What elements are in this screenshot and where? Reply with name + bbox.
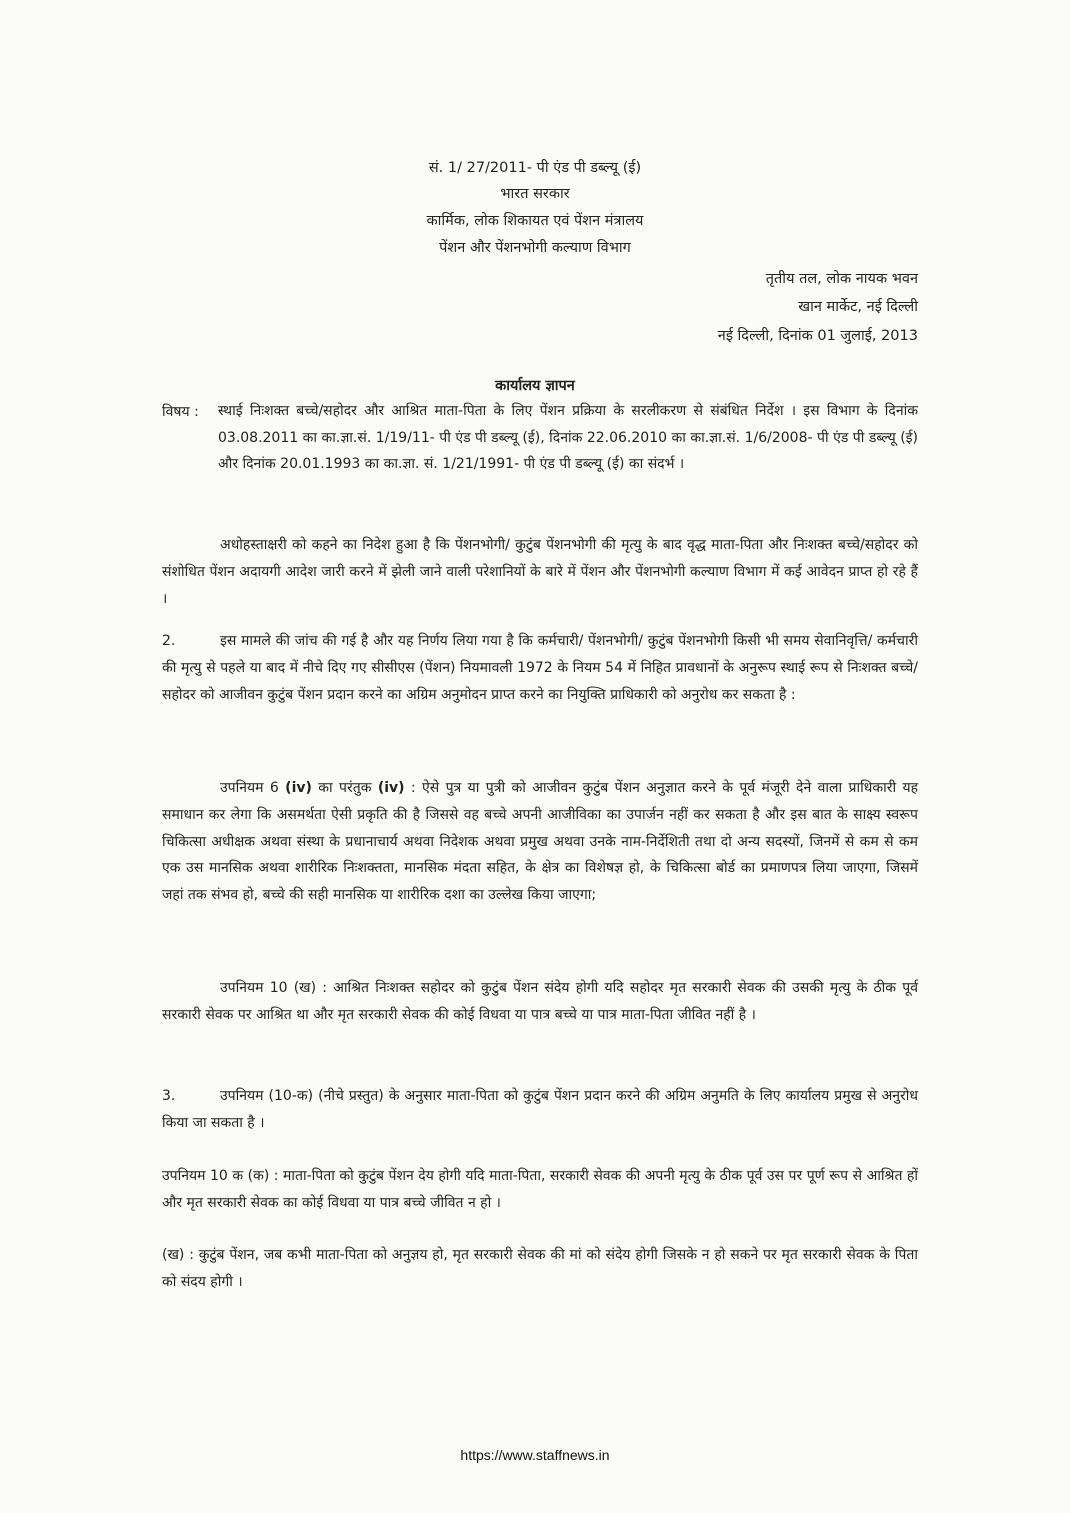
subject-text: स्थाई निःशक्त बच्चे/सहोदर और आश्रित माता-पिता के लिए पेंशन प्रक्रिया के सरलीकरण से संबंधित निर्देश । इस विभाग के दिनांक 03.08.2011 का का.ज्ञा.सं. 1/19/11- पी एंड पी डब्ल्यू (ई), दिनांक 22.06.2010 का का.ज्ञा.सं. 1/6/2008- पी एंड पी डब्ल्यू (ई) और दिनांक 20.01.1993 का का.ज्ञा. सं. 1/21/1991- पी एंड पी डब्ल्यू (ई) का संदर्भ । (218, 403, 918, 472)
paragraph-3-number: 3. (162, 1088, 176, 1104)
paragraph-2-number: 2. (162, 633, 176, 649)
govt-name: भारत सरकार (500, 186, 570, 202)
paragraph-3 (162, 1083, 918, 1137)
rule-6-lead: उपनियम 6 (220, 780, 286, 796)
paragraph-1: अधोहस्ताक्षरी को कहने का निदेश हुआ है कि पेंशनभोगी/ कुटुंब पेंशनभोगी की मृत्यु के बाद वृद्ध माता-पिता और निःशक्त बच्चे/सहोदर को संशोधित पेंशन अदायगी आदेश जारी करने में झेली जाने वाली परेशानियों के बारे में पेंशन और पेंशनभोगी कल्याण विभाग में कई आवेदन प्राप्त हो रहे हैं । (162, 537, 918, 607)
rule-10a-kha: (ख) : कुटुंब पेंशन, जब कभी माता-पिता को अनुज्ञय हो, मृत सरकारी सेवक की मां को संदेय होगी जिसके न हो सकने पर मृत सरकारी सेवक के पिता को संदय होगी । (162, 1247, 918, 1290)
reference-number: सं. 1/ 27/2011- पी एंड पी डब्ल्यू (ई) (428, 160, 642, 176)
rule-10a-ka: उपनियम 10 क (क) : माता-पिता को कुटुंब पेंशन देय होगी यदि माता-पिता, सरकारी सेवक की अपनी मृत्यु के ठीक पूर्व उस पर पूर्ण रूप से आश्रित हों और मृत सरकारी सेवक का कोई विधवा या पात्र बच्चे जीवित न हो । (162, 1168, 918, 1211)
rule-6-proviso-clause: (iv) (377, 780, 405, 796)
department-name: पेंशन और पेंशनभोगी कल्याण विभाग (439, 240, 631, 256)
rule-6-proviso (162, 775, 918, 909)
paragraph-2-text: इस मामले की जांच की गई है और यह निर्णय लिया गया है कि कर्मचारी/ पेंशनभोगी/ कुटुंब पेंशनभोगी किसी भी समय सेवानिवृत्ति/ कर्मचारी की मृत्यु से पहले या बाद में नीचे दिए गए सीसीएस (पेंशन) नियमावली 1972 के नियम 54 में निहित प्रावधानों के अनुरूप स्थाई रूप से निःशक्त बच्चे/सहोदर को आजीवन कुटुंब पेंशन प्रदान करने का अग्रिम अनुमोदन प्राप्त करने का नियुक्ति प्राधिकारी को अनुरोध कर सकता है : (162, 633, 918, 703)
footer-url: https://www.staffnews.in (460, 1447, 610, 1463)
address-line2: खान मार्केट, नई दिल्ली (798, 299, 918, 315)
ministry-name: कार्मिक, लोक शिकायत एवं पेंशन मंत्रालय (426, 213, 644, 229)
subject-label: विषय : (162, 404, 199, 420)
rule-6-mid: का परंतुक (311, 780, 378, 796)
document-date: नई दिल्ली, दिनांक 01 जुलाई, 2013 (717, 328, 918, 344)
paragraph-3-text: उपनियम (10-क) (नीचे प्रस्तुत) के अनुसार माता-पिता को कुटुंब पेंशन प्रदान करने की अग्रिम अनुमति के लिए कार्यालय प्रमुख से अनुरोध किया जा सकता है । (162, 1088, 918, 1131)
paragraph-2 (162, 628, 918, 708)
document-title: कार्यालय ज्ञापन (495, 378, 575, 394)
address-line1: तृतीय तल, लोक नायक भवन (765, 271, 918, 287)
rule-6-text: : ऐसे पुत्र या पुत्री को आजीवन कुटुंब पेंशन अनुज्ञात करने के पूर्व मंजूरी देने वाला प्राधिकारी यह समाधान कर लेगा कि असमर्थता ऐसी प्रकृति की है जिससे वह बच्चे अपनी आजीविका का उपार्जन नहीं कर सकता है और इस बात के साक्ष्य स्वरूप चिकित्सा अधीक्षक अथवा संस्था के प्रधानाचार्य अथवा निदेशक अथवा प्रमुख अथवा उनके नाम-निर्देशिती तथा दो अन्य सदस्यों, जिनमें से कम से कम एक उस मानसिक अथवा शारीरिक निःशक्तता, मानसिक मंदता सहित, के क्षेत्र का विशेषज्ञ हो, के चिकित्सा बोर्ड का प्रमाणपत्र लिया जाएगा, जिसमें जहां तक संभव हो, बच्चे की सही मानसिक या शारीरिक दशा का उल्लेख किया जाएगा; (162, 780, 918, 904)
rule-10b: उपनियम 10 (ख) : आश्रित निःशक्त सहोदर को कुटुंब पेंशन संदेय होगी यदि सहोदर मृत सरकारी सेवक की उसकी मृत्यु के ठीक पूर्व सरकारी सेवक पर आश्रित था और मृत सरकारी सेवक की कोई विधवा या पात्र बच्चे या पात्र माता-पिता जीवित नहीं है । (162, 980, 918, 1023)
rule-6-clause: (iv) (285, 780, 312, 796)
